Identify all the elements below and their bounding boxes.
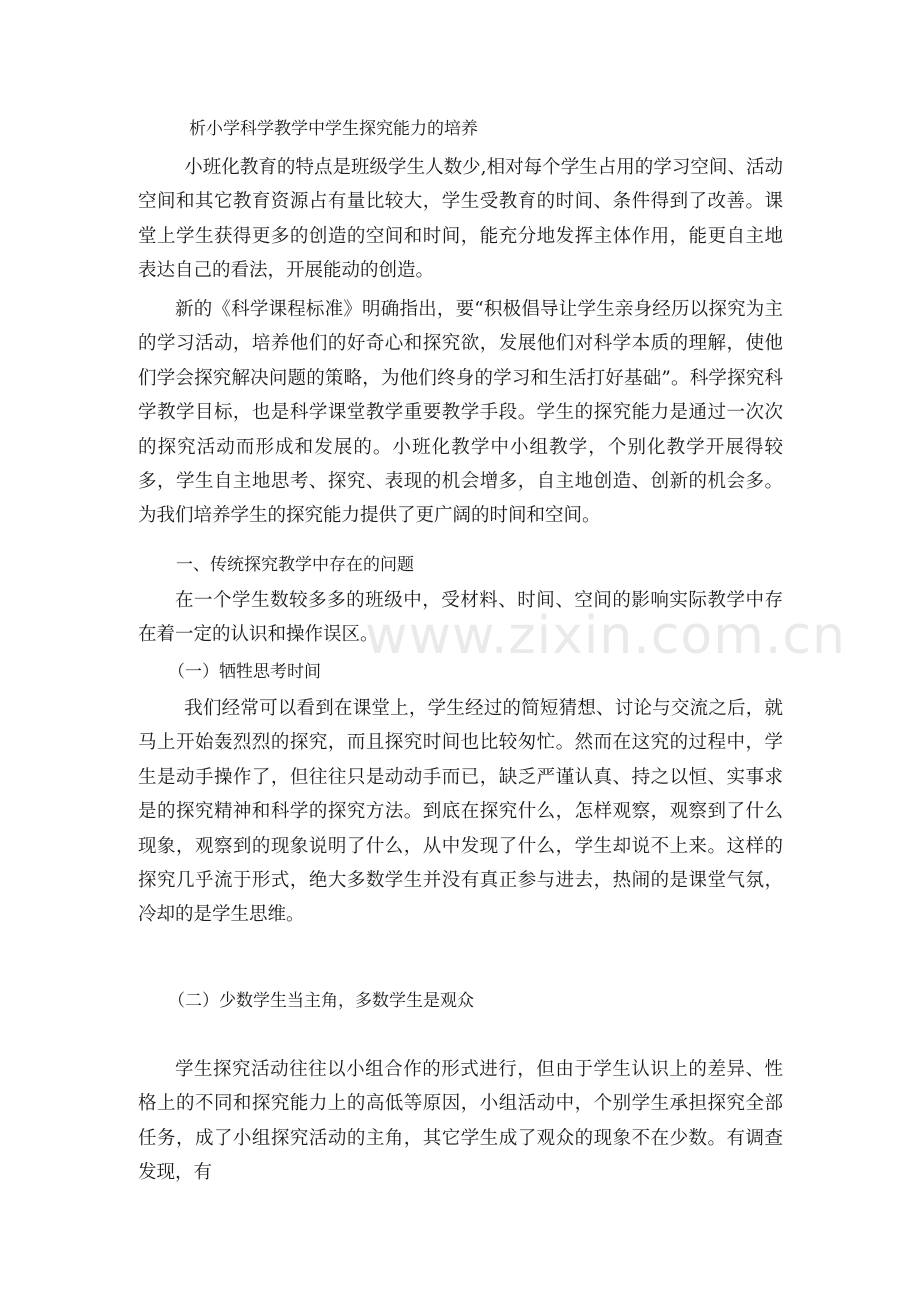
paragraph-5: 学生探究活动往往以小组合作的形式进行，但由于学生认识上的差异、性格上的不同和探究能力上的高低等原因，小组活动中，个别学生承担探究全部任务，成了小组探究活动的主角，其它学生成了观众的现象不在少数。有调查发现，有 [138,1059,783,1184]
subsection-heading-1: （一）牺牲思考时间 [168,662,321,682]
paragraph-4: 我们经常可以看到在课堂上，学生经过的简短猜想、讨论与交流之后，就马上开始轰烈烈的探究，而且探究时间也比较匆忙。然而在这究的过程中，学生是动手操作了，但往往只是动动手而已，缺乏严谨认真、持之以恒、实事求是的探究精神和科学的探究方法。到底在探究什么，怎样观察，观察到了什么现象，观察到的现象说明了什么，从中发现了什么，学生却说不上来。这样的探究几乎流于形式，绝大多数学生并没有真正参与进去，热闹的是课堂气氛，冷却的是学生思维。 [138,698,783,926]
watermark-text: www.zixin.com.cn [365,606,846,666]
section-heading-1: 一、传统探究教学中存在的问题 [176,555,414,575]
document-title: 析小学科学教学中学生探究能力的培养 [189,119,478,139]
paragraph-2: 新的《科学课程标准》明确指出，要“积极倡导让学生亲身经历以探究为主的学习活动，培养他们的好奇心和探究欲，发展他们对科学本质的理解，使他们学会探究解决问题的策略，为他们终身的学习和生活打好基础”。科学探究科学教学目标，也是科学课堂教学重要教学手段。学生的探究能力是通过一次次的探究活动而形成和发展的。小班化教学中小组教学，个别化教学开展得较多，学生自主地思考、探究、表现的机会增多，自主地创造、创新的机会多。为我们培养学生的探究能力提供了更广阔的时间和空间。 [138,299,783,527]
paragraph-1: 小班化教育的特点是班级学生人数少,相对每个学生占用的学习空间、活动空间和其它教育资源占有量比较大，学生受教育的时间、条件得到了改善。课堂上学生获得更多的创造的空间和时间，能充分地发挥主体作用，能更自主地表达自己的看法，开展能动的创造。 [138,157,783,282]
paragraph-3: 在一个学生数较多多的班级中，受材料、时间、空间的影响实际教学中存在着一定的认识和操作误区。 [138,590,783,646]
subsection-heading-2: （二）少数学生当主角，多数学生是观众 [168,991,474,1011]
